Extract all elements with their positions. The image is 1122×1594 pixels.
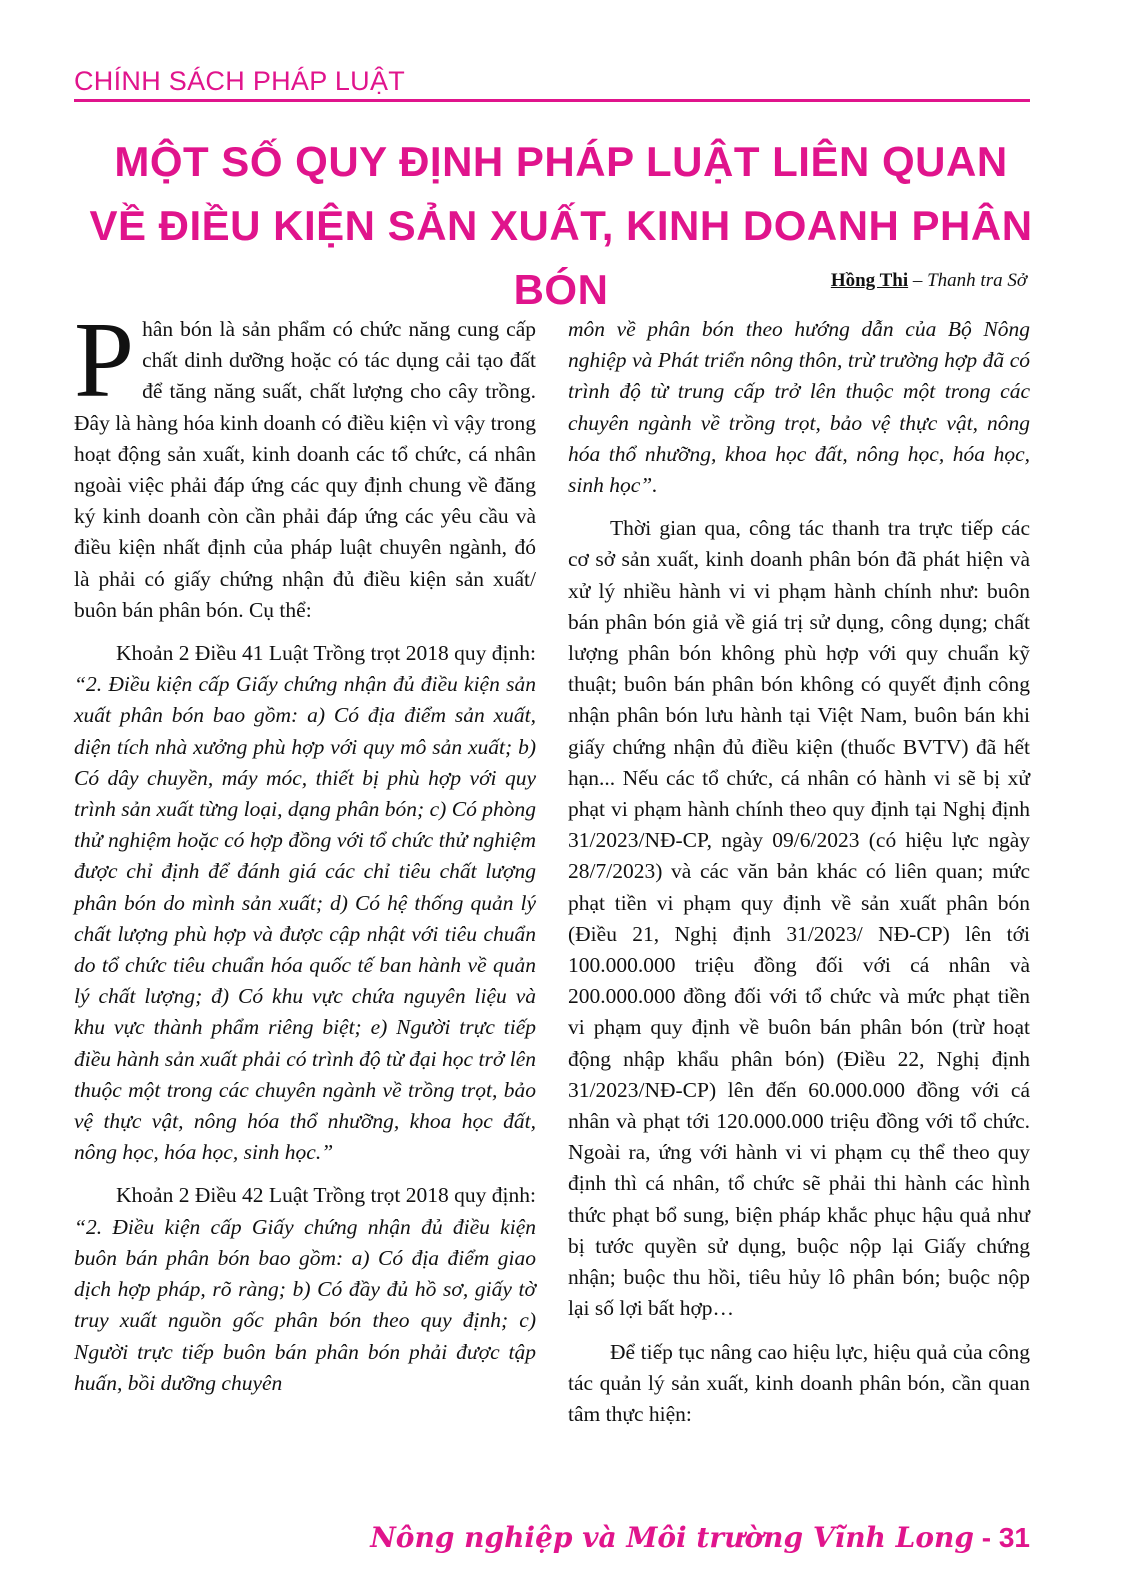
byline <box>831 270 1027 292</box>
drop-cap: P <box>74 301 135 420</box>
paragraph-article-42-continued <box>568 314 1030 501</box>
article-41-lead: Khoản 2 Điều 41 Luật Trồng trọt 2018 quy định: <box>116 641 536 666</box>
section-divider <box>74 99 1030 102</box>
intro-text: hân bón là sản phẩm có chức năng cung cấp chất dinh dưỡng hoặc có tác dụng cải tạo đất để tăng năng suất, chất lượng cho cây trồng. Đây là hàng hóa kinh doanh có điều kiện vì vậy trong hoạt động sản xuất, kinh doanh các tổ chức, cá nhân ngoài việc phải đáp ứng các quy định chung về đăng ký kinh doanh còn cần phải đáp ứng các yêu cầu và điều kiện nhất định của pháp luật chuyên ngành, đó là phải có giấy chứng nhận đủ điều kiện sản xuất/ buôn bán phân bón. Cụ thể: <box>74 317 536 622</box>
article-42-quote-continued: môn về phân bón theo hướng dẫn của Bộ Nông nghiệp và Phát triển nông thôn, trừ trường hợp đã có trình độ từ trung cấp trở lên thuộc một trong các chuyên ngành về trồng trọt, bảo vệ thực vật, nông hóa thổ nhưỡng, khoa học đất, nông học, hóa học, sinh học”. <box>568 317 1030 498</box>
magazine-name: Nông nghiệp và Môi trường Vĩnh Long <box>370 1521 974 1554</box>
title-line-1: MỘT SỐ QUY ĐỊNH PHÁP LUẬT LIÊN QUAN <box>114 138 1008 185</box>
paragraph-intro <box>74 301 536 626</box>
page-number: 31 <box>998 1522 1030 1553</box>
title-line-2: VỀ ĐIỀU KIỆN SẢN XUẤT, KINH DOANH PHÂN BÓN <box>89 202 1033 313</box>
page-footer <box>370 1521 1030 1555</box>
section-label: CHÍNH SÁCH PHÁP LUẬT <box>74 66 406 96</box>
footer-separator: - <box>973 1522 999 1553</box>
paragraph-conclusion: Để tiếp tục nâng cao hiệu lực, hiệu quả của công tác quản lý sản xuất, kinh doanh phân bón, cần quan tâm thực hiện: <box>568 1339 1030 1426</box>
article-42-lead: Khoản 2 Điều 42 Luật Trồng trọt 2018 quy định: <box>116 1183 536 1208</box>
paragraph-inspection: Thời gian qua, công tác thanh tra trực tiếp các cơ sở sản xuất, kinh doanh phân bón đã phát hiện và xử lý nhiều hành vi vi phạm hành chính như: buôn bán phân bón giả về giá trị sử dụng, công dụng; chất lượng phân bón không phù hợp với quy chuẩn kỹ thuật; buôn bán phân bón không có quyết định công nhận phân bón lưu hành tại Việt Nam, buôn bán khi giấy chứng nhận đủ điều kiện (thuốc BVTV) đã hết hạn... Nếu các tổ chức, cá nhân có hành vi sẽ bị xử phạt vi phạm hành chính theo quy định tại Nghị định 31/2023/NĐ-CP, ngày 09/6/2023 (có hiệu lực ngày 28/7/2023) và các văn bản khác có liên quan; mức phạt tiền vi phạm quy định về sản xuất phân bón (Điều 21, Nghị định 31/2023/ NĐ-CP) lên tới 100.000.000 triệu đồng đối với cá nhân và 200.000.000 đồng đối với tổ chức và mức phạt tiền vi phạm quy định về buôn bán phân bón (trừ hoạt động nhập khẩu phân bón) (Điều 22, Nghị định 31/2023/NĐ-CP) lên đến 60.000.000 đồng với cá nhân và phạt tới 120.000.000 triệu đồng với tổ chức. Ngoài ra, ứng với hành vi vi phạm cụ thể theo quy định thì cá nhân, tổ chức sẽ phải thi hành các hình thức phạt bổ sung, biện pháp khắc phục hậu quả như bị tước quyền sử dụng, buộc nộp lại Giấy chứng nhận; buộc thu hồi, tiêu hủy lô phân bón; buộc nộp lại số lợi bất hợp… <box>568 516 1030 1321</box>
byline-separator: – <box>908 270 928 291</box>
article-title <box>60 130 1062 322</box>
article-42-quote: “2. Điều kiện cấp Giấy chứng nhận đủ điều kiện buôn bán phân bón bao gồm: a) Có địa điểm giao dịch hợp pháp, rõ ràng; b) Có đầy đủ hồ sơ, giấy tờ truy xuất nguồn gốc phân bón theo quy định; c) Người trực tiếp buôn bán phân bón phải được tập huấn, bồi dưỡng chuyên <box>74 1214 536 1395</box>
author-role: Thanh tra Sở <box>927 270 1027 291</box>
article-41-quote: “2. Điều kiện cấp Giấy chứng nhận đủ điều kiện sản xuất phân bón bao gồm: a) Có địa điểm sản xuất, diện tích nhà xưởng phù hợp với quy mô sản xuất; b) Có dây chuyền, máy móc, thiết bị phù hợp với quy trình sản xuất từng loại, dạng phân bón; c) Có phòng thử nghiệm hoặc có hợp đồng với tổ chức thử nghiệm được chỉ định để đánh giá các chỉ tiêu chất lượng phân bón do mình sản xuất; d) Có hệ thống quản lý chất lượng phù hợp và được cập nhật với tiêu chuẩn do tổ chức tiêu chuẩn hóa quốc tế ban hành về quản lý chất lượng; đ) Có khu vực chứa nguyên liệu và khu vực thành phẩm riêng biệt; e) Người trực tiếp điều hành sản xuất phải có trình độ từ đại học trở lên thuộc một trong các chuyên ngành về trồng trọt, bảo vệ thực vật, nông hóa thổ nhưỡng, khoa học đất, nông học, hóa học, sinh học.” <box>74 672 536 1165</box>
paragraph-article-41 <box>74 638 536 1168</box>
column-left <box>74 301 536 1411</box>
author-name: Hồng Thi <box>830 270 909 291</box>
paragraph-article-42 <box>74 1180 536 1398</box>
column-right <box>568 314 1030 1442</box>
